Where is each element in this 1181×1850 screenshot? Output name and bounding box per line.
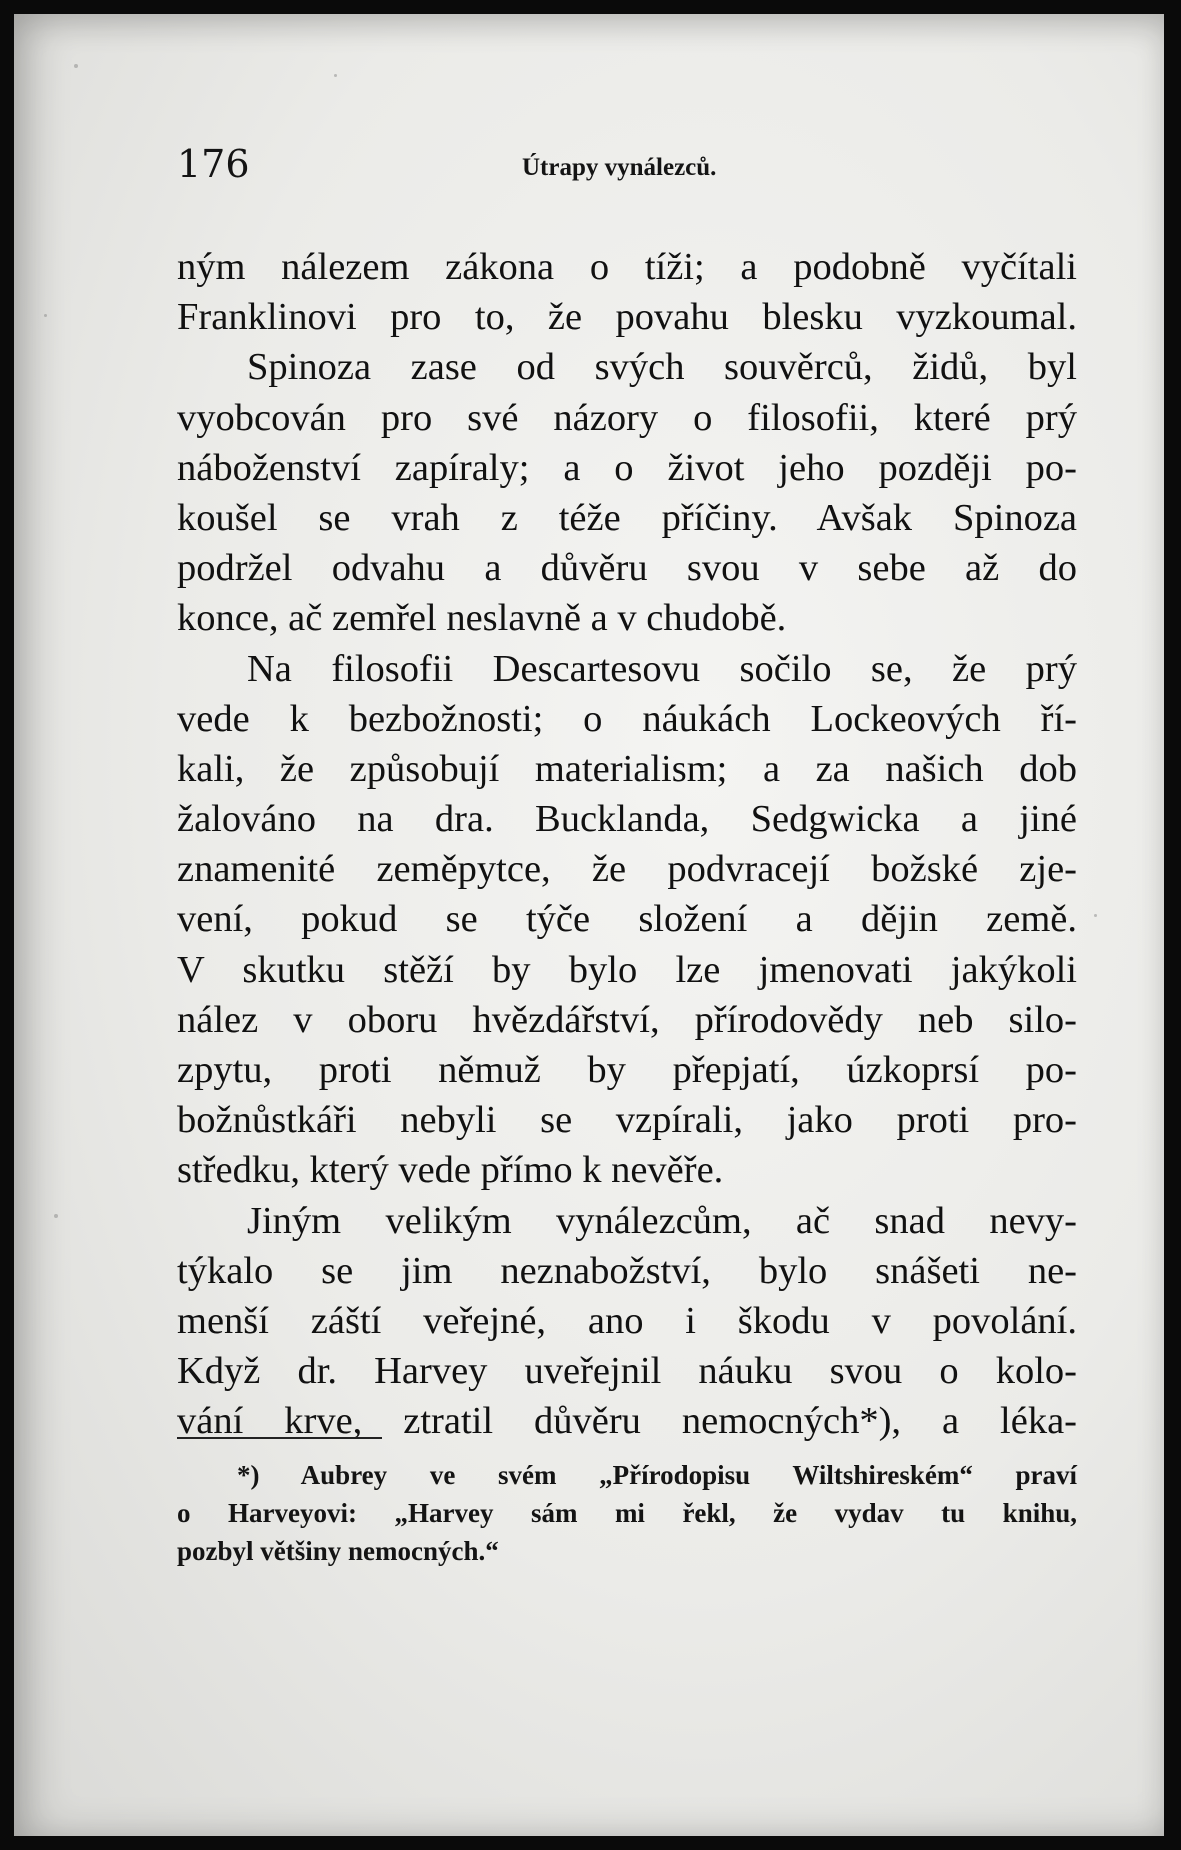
text-line: nález v oboru hvězdářství, přírodovědy neb silo- <box>177 998 1077 1041</box>
text-line: podržel odvahu a důvěru svou v sebe až do <box>177 547 1077 590</box>
text-line: Franklinovi pro to, že povahu blesku vyzkoumal. <box>177 296 1077 339</box>
text-line: vení, pokud se týče složení a dějin země. <box>177 898 1077 941</box>
text-line: ným nálezem zákona o tíži; a podobně vyčítali <box>177 246 1077 288</box>
footnote-line: pozbyl většiny nemocných.“ <box>177 1536 499 1566</box>
text-line: Když dr. Harvey uveřejnil náuku svou o kolo- <box>177 1350 1077 1393</box>
text-line: menší záští veřejné, ano i škodu v povolání. <box>177 1299 1077 1342</box>
text-line: Spinoza zase od svých souvěrců, židů, byl <box>247 346 1077 389</box>
text-line: V skutku stěží by bylo lze jmenovati jakýkoli <box>177 948 1077 991</box>
text-line: znamenité zeměpytce, že podvracejí božské zje- <box>177 848 1077 891</box>
footnote-line: o Harveyovi: „Harvey sám mi řekl, že vydav tu knihu, <box>177 1498 1077 1528</box>
text-line: Jiným velikým vynálezcům, ač snad nevy- <box>247 1199 1077 1242</box>
running-head: Útrapy vynálezců. <box>522 154 717 181</box>
text-line: Na filosofii Descartesovu sočilo se, že prý <box>247 647 1077 690</box>
text-line: koušel se vrah z téže příčiny. Avšak Spinoza <box>177 496 1077 539</box>
text-line: kali, že způsobují materialism; a za našich dob <box>177 747 1077 790</box>
text-line: vání krve, ztratil důvěru nemocných*), a léka- <box>177 1400 1077 1443</box>
text-line: božnůstkáři nebyli se vzpírali, jako proti pro- <box>177 1099 1077 1142</box>
text-line: zpytu, proti němuž by přepjatí, úzkoprsí po- <box>177 1049 1077 1091</box>
body-text <box>177 242 1077 1447</box>
text-line: konce, ač zemřel neslavně a v chudobě. <box>177 597 787 640</box>
text-line: náboženství zapíraly; a o život jeho později po- <box>177 446 1077 489</box>
page-header <box>177 142 1077 202</box>
book-page <box>14 14 1164 1836</box>
text-line: žalováno na dra. Bucklanda, Sedgwicka a jiné <box>177 798 1077 841</box>
footnote <box>177 1456 1077 1570</box>
text-line: středku, který vede přímo k nevěře. <box>177 1149 724 1192</box>
footnote-rule <box>177 1437 382 1439</box>
text-line: vyobcován pro své názory o filosofii, které prý <box>177 396 1077 439</box>
page-number: 176 <box>177 142 250 186</box>
text-line: týkalo se jim neznabožství, bylo snášeti ne- <box>177 1249 1077 1292</box>
text-line: vede k bezbožnosti; o náukách Lockeových ří- <box>177 697 1077 740</box>
footnote-line: *) Aubrey ve svém „Přírodopisu Wiltshireském“ praví <box>237 1460 1077 1490</box>
